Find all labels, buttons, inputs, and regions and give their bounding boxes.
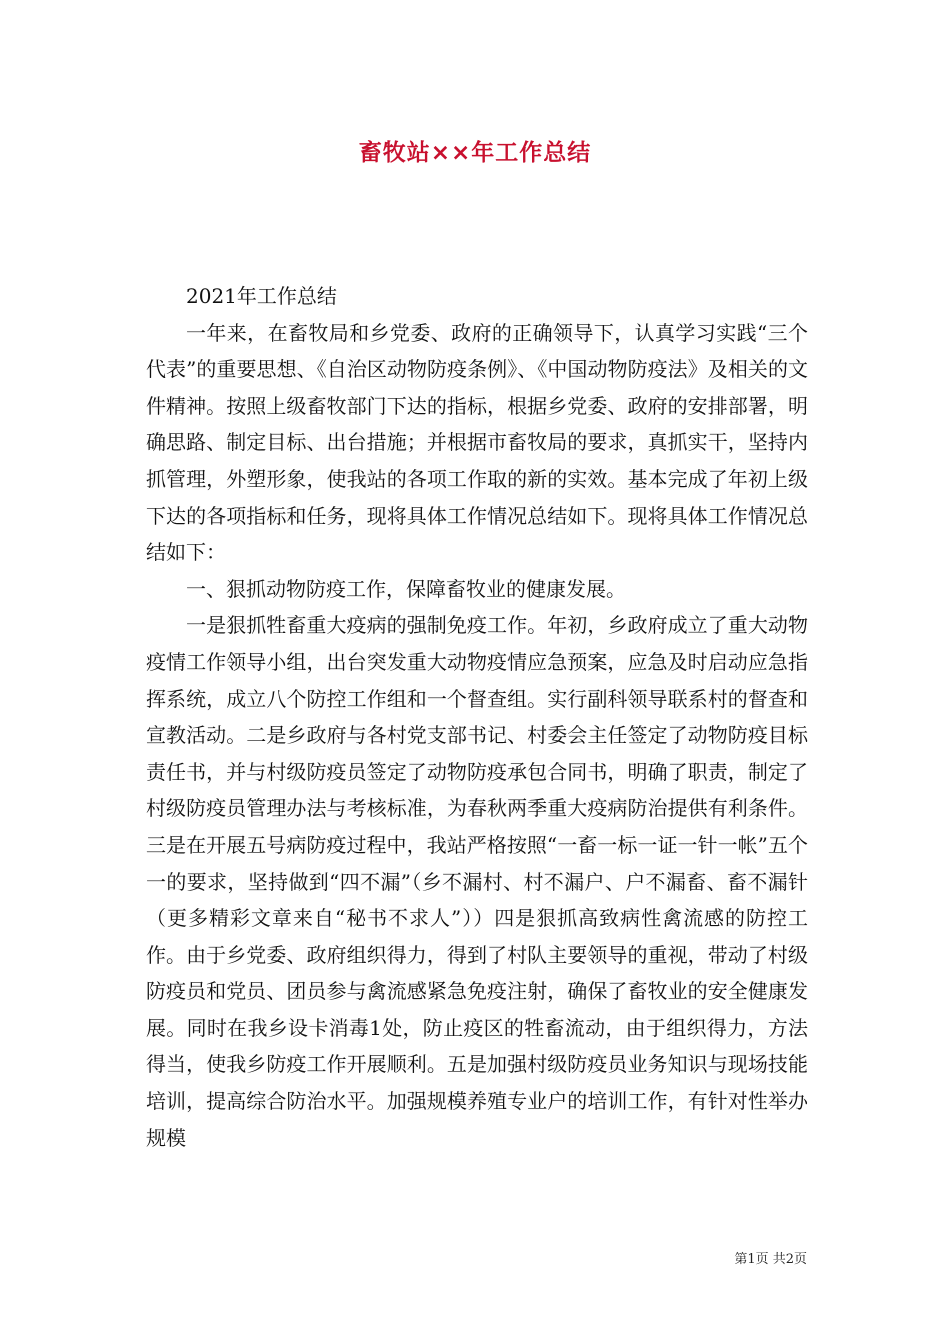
intro-paragraph: 一年来，在畜牧局和乡党委、政府的正确领导下，认真学习实践“三个代表”的重要思想、《自治区动物防疫条例》、《中国动物防疫法》及相关的文件精神。按照上级畜牧部门下达的指标，根据乡党委、政府的安排部署，明确思路、制定目标、出台措施；并根据市畜牧局的要求，真抓实干，坚持内抓管理，外塑形象，使我站的各项工作取的新的实效。基本完成了年初上级下达的各项指标和任务，现将具体工作情况总结如下。现将具体工作情况总结如下： — [146, 320, 808, 565]
page-title: 畜牧站××年工作总结 — [358, 140, 592, 166]
section-heading-epidemic-prevention: 一、狠抓动物防疫工作，保障畜牧业的健康发展。 — [186, 576, 626, 601]
body-paragraph: 一是狠抓牲畜重大疫病的强制免疫工作。年初，乡政府成立了重大动物疫情工作领导小组，出台突发重大动物疫情应急预案，应急及时启动应急指挥系统，成立八个防控工作组和一个督查组。实行副科领导联系村的督查和宣教活动。二是乡政府与各村党支部书记、村委会主任签定了动物防疫目标责任书，并与村级防疫员签定了动物防疫承包合同书，明确了职责，制定了村级防疫员管理办法与考核标准，为春秋两季重大疫病防治提供有利条件。三是在开展五号病防疫过程中，我站严格按照“一畜一标一证一针一帐”五个一的要求，坚持做到“四不漏”（乡不漏村、村不漏户、户不漏畜、畜不漏针（更多精彩文章来自“秘书不求人”））四是狠抓高致病性禽流感的防控工作。由于乡党委、政府组织得力，得到了村队主要领导的重视，带动了村级防疫员和党员、团员参与禽流感紧急免疫注射，确保了畜牧业的安全健康发展。同时在我乡设卡消毒1处，防止疫区的牲畜流动，由于组织得力，方法得当，使我乡防疫工作开展顺利。五是加强村级防疫员业务知识与现场技能培训，提高综合防治水平。加强规模养殖专业户的培训工作，有针对性举办规模 — [146, 613, 808, 1150]
document-body — [146, 278, 808, 1156]
section-heading-year-summary: 2021年工作总结 — [186, 284, 337, 308]
page-number: 第1页 共2页 — [734, 1252, 807, 1267]
